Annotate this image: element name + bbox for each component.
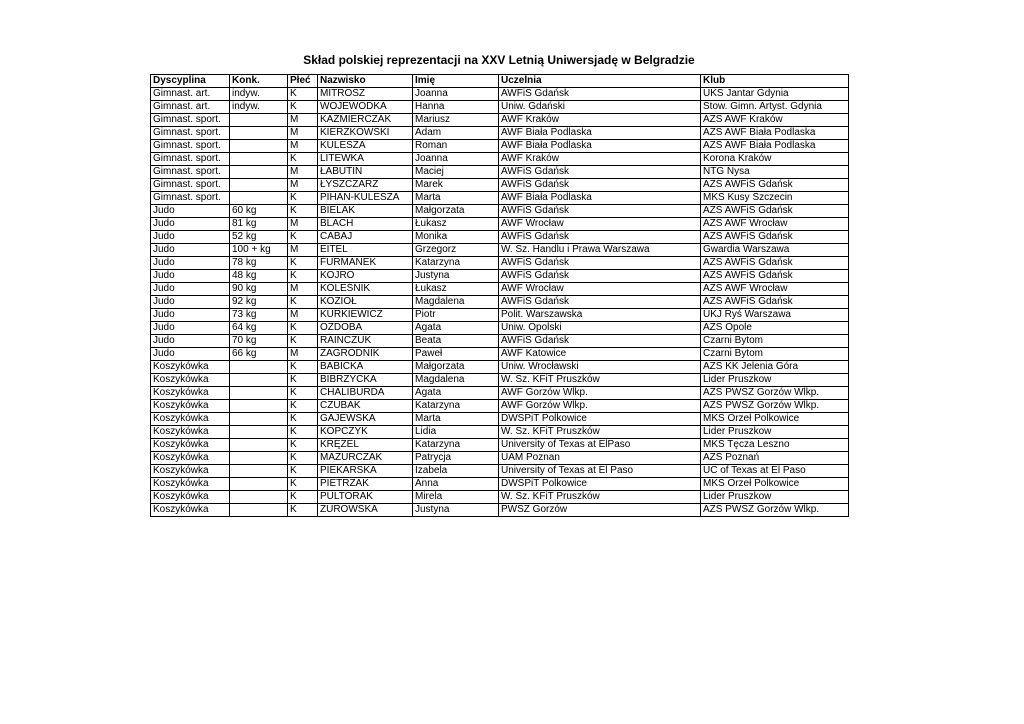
header-dyscyplina: Dyscyplina <box>151 75 230 88</box>
cell-klub: AZS AWFiS Gdańsk <box>701 270 849 283</box>
cell-uczelnia: AWFiS Gdańsk <box>499 270 701 283</box>
table-row <box>151 296 849 309</box>
cell-nazwisko: ŁYSZCZARZ <box>318 179 413 192</box>
table-body <box>151 88 849 517</box>
cell-dyscyplina: Judo <box>151 231 230 244</box>
cell-dyscyplina: Judo <box>151 257 230 270</box>
cell-uczelnia: AWF Biała Podlaska <box>499 140 701 153</box>
cell-plec: K <box>288 478 318 491</box>
cell-uczelnia: AWFiS Gdańsk <box>499 296 701 309</box>
cell-klub: MKS Orzeł Polkowice <box>701 478 849 491</box>
cell-nazwisko: LITEWKA <box>318 153 413 166</box>
cell-klub: AZS AWFiS Gdańsk <box>701 296 849 309</box>
cell-dyscyplina: Koszykówka <box>151 439 230 452</box>
cell-imie: Marta <box>413 192 499 205</box>
cell-klub: Lider Pruszkow <box>701 426 849 439</box>
table-row <box>151 413 849 426</box>
cell-klub: AZS AWF Wrocław <box>701 283 849 296</box>
cell-nazwisko: KIERZKOWSKI <box>318 127 413 140</box>
cell-dyscyplina: Koszykówka <box>151 465 230 478</box>
table-row <box>151 387 849 400</box>
cell-plec: M <box>288 218 318 231</box>
cell-dyscyplina: Koszykówka <box>151 413 230 426</box>
cell-dyscyplina: Koszykówka <box>151 374 230 387</box>
cell-plec: K <box>288 270 318 283</box>
cell-dyscyplina: Judo <box>151 218 230 231</box>
table-row <box>151 179 849 192</box>
table-row <box>151 309 849 322</box>
cell-dyscyplina: Gimnast. sport. <box>151 179 230 192</box>
cell-konk <box>230 400 288 413</box>
cell-uczelnia: AWFiS Gdańsk <box>499 335 701 348</box>
cell-plec: K <box>288 153 318 166</box>
table-row <box>151 478 849 491</box>
cell-imie: Łukasz <box>413 283 499 296</box>
cell-konk: 100 + kg <box>230 244 288 257</box>
cell-konk: 90 kg <box>230 283 288 296</box>
cell-plec: K <box>288 374 318 387</box>
cell-plec: M <box>288 127 318 140</box>
cell-imie: Lidia <box>413 426 499 439</box>
cell-klub: AZS AWFiS Gdańsk <box>701 179 849 192</box>
cell-imie: Justyna <box>413 504 499 517</box>
cell-konk <box>230 192 288 205</box>
table-row <box>151 270 849 283</box>
cell-plec: K <box>288 400 318 413</box>
cell-imie: Katarzyna <box>413 257 499 270</box>
cell-konk <box>230 361 288 374</box>
header-nazwisko: Nazwisko <box>318 75 413 88</box>
cell-imie: Maciej <box>413 166 499 179</box>
cell-uczelnia: University of Texas at ElPaso <box>499 439 701 452</box>
cell-nazwisko: KOJRO <box>318 270 413 283</box>
cell-plec: K <box>288 192 318 205</box>
cell-plec: M <box>288 166 318 179</box>
cell-nazwisko: ŻUROWSKA <box>318 504 413 517</box>
cell-konk: indyw. <box>230 88 288 101</box>
cell-dyscyplina: Gimnast. sport. <box>151 127 230 140</box>
cell-plec: K <box>288 413 318 426</box>
cell-nazwisko: OZDOBA <box>318 322 413 335</box>
table-row <box>151 205 849 218</box>
cell-konk <box>230 491 288 504</box>
cell-konk: indyw. <box>230 101 288 114</box>
cell-imie: Marta <box>413 413 499 426</box>
cell-klub: AZS AWFiS Gdańsk <box>701 257 849 270</box>
cell-klub: AZS PWSZ Gorzów Wlkp. <box>701 387 849 400</box>
cell-nazwisko: KAŹMIERCZAK <box>318 114 413 127</box>
cell-uczelnia: AWF Wrocław <box>499 218 701 231</box>
cell-dyscyplina: Koszykówka <box>151 400 230 413</box>
cell-plec: M <box>288 244 318 257</box>
cell-nazwisko: KULESZA <box>318 140 413 153</box>
cell-konk <box>230 166 288 179</box>
cell-imie: Adam <box>413 127 499 140</box>
cell-imie: Agata <box>413 322 499 335</box>
cell-dyscyplina: Koszykówka <box>151 504 230 517</box>
cell-dyscyplina: Koszykówka <box>151 478 230 491</box>
cell-konk: 52 kg <box>230 231 288 244</box>
cell-dyscyplina: Judo <box>151 205 230 218</box>
cell-uczelnia: AWF Gorzów Wlkp. <box>499 387 701 400</box>
cell-konk: 64 kg <box>230 322 288 335</box>
cell-nazwisko: CABAJ <box>318 231 413 244</box>
table-row <box>151 88 849 101</box>
cell-konk <box>230 426 288 439</box>
header-plec: Płeć <box>288 75 318 88</box>
cell-klub: UKJ Ryś Warszawa <box>701 309 849 322</box>
cell-uczelnia: AWFiS Gdańsk <box>499 231 701 244</box>
cell-uczelnia: AWF Kraków <box>499 153 701 166</box>
cell-dyscyplina: Judo <box>151 322 230 335</box>
cell-klub: NTG Nysa <box>701 166 849 179</box>
cell-uczelnia: Uniw. Wrocławski <box>499 361 701 374</box>
table-row <box>151 374 849 387</box>
cell-uczelnia: PWSZ Gorzów <box>499 504 701 517</box>
cell-nazwisko: KURKIEWICZ <box>318 309 413 322</box>
cell-dyscyplina: Koszykówka <box>151 491 230 504</box>
cell-nazwisko: KOPCZYK <box>318 426 413 439</box>
table-row <box>151 504 849 517</box>
cell-klub: UC of Texas at El Paso <box>701 465 849 478</box>
table-row <box>151 192 849 205</box>
table-row <box>151 231 849 244</box>
cell-plec: K <box>288 491 318 504</box>
cell-dyscyplina: Gimnast. sport. <box>151 140 230 153</box>
cell-plec: M <box>288 179 318 192</box>
cell-plec: M <box>288 309 318 322</box>
table-row <box>151 439 849 452</box>
cell-konk: 73 kg <box>230 309 288 322</box>
cell-konk <box>230 452 288 465</box>
cell-uczelnia: AWFiS Gdańsk <box>499 179 701 192</box>
cell-dyscyplina: Gimnast. sport. <box>151 153 230 166</box>
cell-klub: Lider Pruszkow <box>701 374 849 387</box>
cell-klub: AZS AWFiS Gdańsk <box>701 231 849 244</box>
cell-uczelnia: AWF Katowice <box>499 348 701 361</box>
cell-klub: UKS Jantar Gdynia <box>701 88 849 101</box>
cell-nazwisko: ZAGRODNIK <box>318 348 413 361</box>
page-title: Skład polskiej reprezentacji na XXV Letnią Uniwersjadę w Belgradzie <box>303 53 695 67</box>
table-row <box>151 140 849 153</box>
cell-nazwisko: CZUBAK <box>318 400 413 413</box>
cell-nazwisko: EITEL <box>318 244 413 257</box>
roster-table <box>150 74 849 517</box>
table-row <box>151 361 849 374</box>
table-row <box>151 114 849 127</box>
table-row <box>151 400 849 413</box>
table-row <box>151 257 849 270</box>
cell-uczelnia: UAM Poznan <box>499 452 701 465</box>
cell-konk <box>230 114 288 127</box>
table-row <box>151 491 849 504</box>
cell-nazwisko: KRĘŻEL <box>318 439 413 452</box>
cell-plec: M <box>288 140 318 153</box>
table-row <box>151 452 849 465</box>
cell-uczelnia: W. Sz. KFiT Pruszków <box>499 426 701 439</box>
cell-dyscyplina: Koszykówka <box>151 452 230 465</box>
cell-imie: Hanna <box>413 101 499 114</box>
cell-imie: Anna <box>413 478 499 491</box>
cell-uczelnia: AWF Kraków <box>499 114 701 127</box>
cell-plec: K <box>288 504 318 517</box>
cell-nazwisko: KOLEŚNIK <box>318 283 413 296</box>
cell-dyscyplina: Judo <box>151 309 230 322</box>
cell-plec: K <box>288 439 318 452</box>
cell-klub: AZS AWFiS Gdańsk <box>701 205 849 218</box>
cell-klub: AZS PWSZ Gorzów Wlkp. <box>701 504 849 517</box>
cell-imie: Piotr <box>413 309 499 322</box>
cell-imie: Paweł <box>413 348 499 361</box>
cell-imie: Monika <box>413 231 499 244</box>
cell-konk <box>230 179 288 192</box>
table-row <box>151 426 849 439</box>
cell-konk: 70 kg <box>230 335 288 348</box>
cell-uczelnia: AWFiS Gdańsk <box>499 88 701 101</box>
cell-dyscyplina: Koszykówka <box>151 387 230 400</box>
cell-klub: AZS KK Jelenia Góra <box>701 361 849 374</box>
cell-dyscyplina: Gimnast. art. <box>151 88 230 101</box>
cell-uczelnia: Uniw. Gdański <box>499 101 701 114</box>
cell-imie: Katarzyna <box>413 400 499 413</box>
cell-klub: AZS AWF Kraków <box>701 114 849 127</box>
cell-uczelnia: DWSPiT Polkowice <box>499 478 701 491</box>
cell-imie: Justyna <box>413 270 499 283</box>
table-row <box>151 218 849 231</box>
cell-imie: Agata <box>413 387 499 400</box>
cell-uczelnia: AWFiS Gdańsk <box>499 205 701 218</box>
table-row <box>151 283 849 296</box>
cell-imie: Magdalena <box>413 374 499 387</box>
cell-plec: M <box>288 283 318 296</box>
cell-konk <box>230 478 288 491</box>
table-row <box>151 153 849 166</box>
cell-imie: Izabela <box>413 465 499 478</box>
cell-dyscyplina: Judo <box>151 244 230 257</box>
cell-klub: MKS Tęcza Leszno <box>701 439 849 452</box>
table-row <box>151 127 849 140</box>
cell-konk: 81 kg <box>230 218 288 231</box>
table-row <box>151 101 849 114</box>
cell-plec: M <box>288 114 318 127</box>
cell-nazwisko: BABICKA <box>318 361 413 374</box>
cell-nazwisko: GAJEWSKA <box>318 413 413 426</box>
cell-klub: AZS Poznań <box>701 452 849 465</box>
cell-plec: K <box>288 426 318 439</box>
cell-plec: K <box>288 452 318 465</box>
cell-nazwisko: PIHAN-KULESZA <box>318 192 413 205</box>
cell-uczelnia: Uniw. Opolski <box>499 322 701 335</box>
cell-nazwisko: KOZIOŁ <box>318 296 413 309</box>
cell-konk: 92 kg <box>230 296 288 309</box>
cell-konk <box>230 374 288 387</box>
table-row <box>151 244 849 257</box>
cell-klub: AZS Opole <box>701 322 849 335</box>
cell-klub: Lider Pruszkow <box>701 491 849 504</box>
cell-uczelnia: AWFiS Gdańsk <box>499 166 701 179</box>
cell-uczelnia: AWF Biała Podlaska <box>499 127 701 140</box>
header-klub: Klub <box>701 75 849 88</box>
cell-konk <box>230 439 288 452</box>
cell-plec: K <box>288 257 318 270</box>
cell-nazwisko: CHALIBURDA <box>318 387 413 400</box>
cell-konk: 48 kg <box>230 270 288 283</box>
cell-plec: K <box>288 231 318 244</box>
cell-nazwisko: FURMANEK <box>318 257 413 270</box>
cell-imie: Grzegorz <box>413 244 499 257</box>
cell-klub: Gwardia Warszawa <box>701 244 849 257</box>
cell-nazwisko: BIELAK <box>318 205 413 218</box>
cell-konk: 66 kg <box>230 348 288 361</box>
cell-klub: Korona Kraków <box>701 153 849 166</box>
cell-klub: AZS AWF Biała Podlaska <box>701 140 849 153</box>
cell-dyscyplina: Judo <box>151 296 230 309</box>
cell-uczelnia: Polit. Warszawska <box>499 309 701 322</box>
cell-konk <box>230 127 288 140</box>
cell-nazwisko: PIETRZAK <box>318 478 413 491</box>
cell-konk <box>230 140 288 153</box>
cell-dyscyplina: Judo <box>151 270 230 283</box>
cell-plec: K <box>288 361 318 374</box>
cell-uczelnia: AWF Gorzów Wlkp. <box>499 400 701 413</box>
cell-imie: Beata <box>413 335 499 348</box>
cell-uczelnia: AWFiS Gdańsk <box>499 257 701 270</box>
cell-klub: Stow. Gimn. Artyst. Gdynia <box>701 101 849 114</box>
cell-dyscyplina: Gimnast. sport. <box>151 114 230 127</box>
cell-nazwisko: BIBRZYCKA <box>318 374 413 387</box>
cell-imie: Katarzyna <box>413 439 499 452</box>
cell-plec: K <box>288 296 318 309</box>
cell-nazwisko: WOJEWÓDKA <box>318 101 413 114</box>
cell-nazwisko: BLACH <box>318 218 413 231</box>
cell-imie: Magdalena <box>413 296 499 309</box>
cell-dyscyplina: Judo <box>151 348 230 361</box>
cell-nazwisko: RAINCZUK <box>318 335 413 348</box>
cell-konk <box>230 504 288 517</box>
cell-klub: AZS AWF Biała Podlaska <box>701 127 849 140</box>
cell-konk <box>230 413 288 426</box>
cell-uczelnia: DWSPiT Polkowice <box>499 413 701 426</box>
cell-imie: Roman <box>413 140 499 153</box>
cell-imie: Małgorzata <box>413 361 499 374</box>
cell-imie: Patrycja <box>413 452 499 465</box>
table-row <box>151 335 849 348</box>
cell-plec: K <box>288 387 318 400</box>
cell-plec: K <box>288 101 318 114</box>
table-row <box>151 322 849 335</box>
cell-plec: K <box>288 88 318 101</box>
header-konk: Konk. <box>230 75 288 88</box>
cell-nazwisko: MAZURCZAK <box>318 452 413 465</box>
cell-dyscyplina: Koszykówka <box>151 361 230 374</box>
cell-uczelnia: AWF Wrocław <box>499 283 701 296</box>
cell-uczelnia: W. Sz. KFiT Pruszków <box>499 374 701 387</box>
header-imie: Imię <box>413 75 499 88</box>
cell-konk <box>230 153 288 166</box>
cell-plec: K <box>288 322 318 335</box>
cell-uczelnia: W. Sz. KFiT Pruszków <box>499 491 701 504</box>
cell-konk <box>230 465 288 478</box>
cell-imie: Małgorzata <box>413 205 499 218</box>
table-header-row <box>151 75 849 88</box>
table-row <box>151 166 849 179</box>
table-row <box>151 348 849 361</box>
cell-konk: 78 kg <box>230 257 288 270</box>
cell-klub: MKS Orzeł Polkowice <box>701 413 849 426</box>
cell-dyscyplina: Judo <box>151 335 230 348</box>
cell-dyscyplina: Gimnast. art. <box>151 101 230 114</box>
cell-dyscyplina: Judo <box>151 283 230 296</box>
cell-dyscyplina: Gimnast. sport. <box>151 166 230 179</box>
table-row <box>151 465 849 478</box>
cell-plec: K <box>288 205 318 218</box>
cell-klub: AZS AWF Wrocław <box>701 218 849 231</box>
cell-konk <box>230 387 288 400</box>
cell-imie: Mariusz <box>413 114 499 127</box>
cell-imie: Joanna <box>413 88 499 101</box>
cell-uczelnia: University of Texas at El Paso <box>499 465 701 478</box>
cell-klub: Czarni Bytom <box>701 348 849 361</box>
cell-nazwisko: PULTORAK <box>318 491 413 504</box>
cell-imie: Łukasz <box>413 218 499 231</box>
cell-imie: Marek <box>413 179 499 192</box>
cell-uczelnia: AWF Biała Podlaska <box>499 192 701 205</box>
header-uczelnia: Uczelnia <box>499 75 701 88</box>
cell-plec: K <box>288 335 318 348</box>
cell-uczelnia: W. Sz. Handlu i Prawa Warszawa <box>499 244 701 257</box>
cell-nazwisko: MITROSZ <box>318 88 413 101</box>
cell-nazwisko: ŁABUTIN <box>318 166 413 179</box>
cell-imie: Joanna <box>413 153 499 166</box>
cell-imie: Mirela <box>413 491 499 504</box>
cell-klub: MKS Kusy Szczecin <box>701 192 849 205</box>
cell-klub: AZS PWSZ Gorzów Wlkp. <box>701 400 849 413</box>
cell-nazwisko: PIEKARSKA <box>318 465 413 478</box>
cell-dyscyplina: Gimnast. sport. <box>151 192 230 205</box>
cell-plec: K <box>288 465 318 478</box>
cell-plec: M <box>288 348 318 361</box>
cell-dyscyplina: Koszykówka <box>151 426 230 439</box>
cell-klub: Czarni Bytom <box>701 335 849 348</box>
cell-konk: 60 kg <box>230 205 288 218</box>
